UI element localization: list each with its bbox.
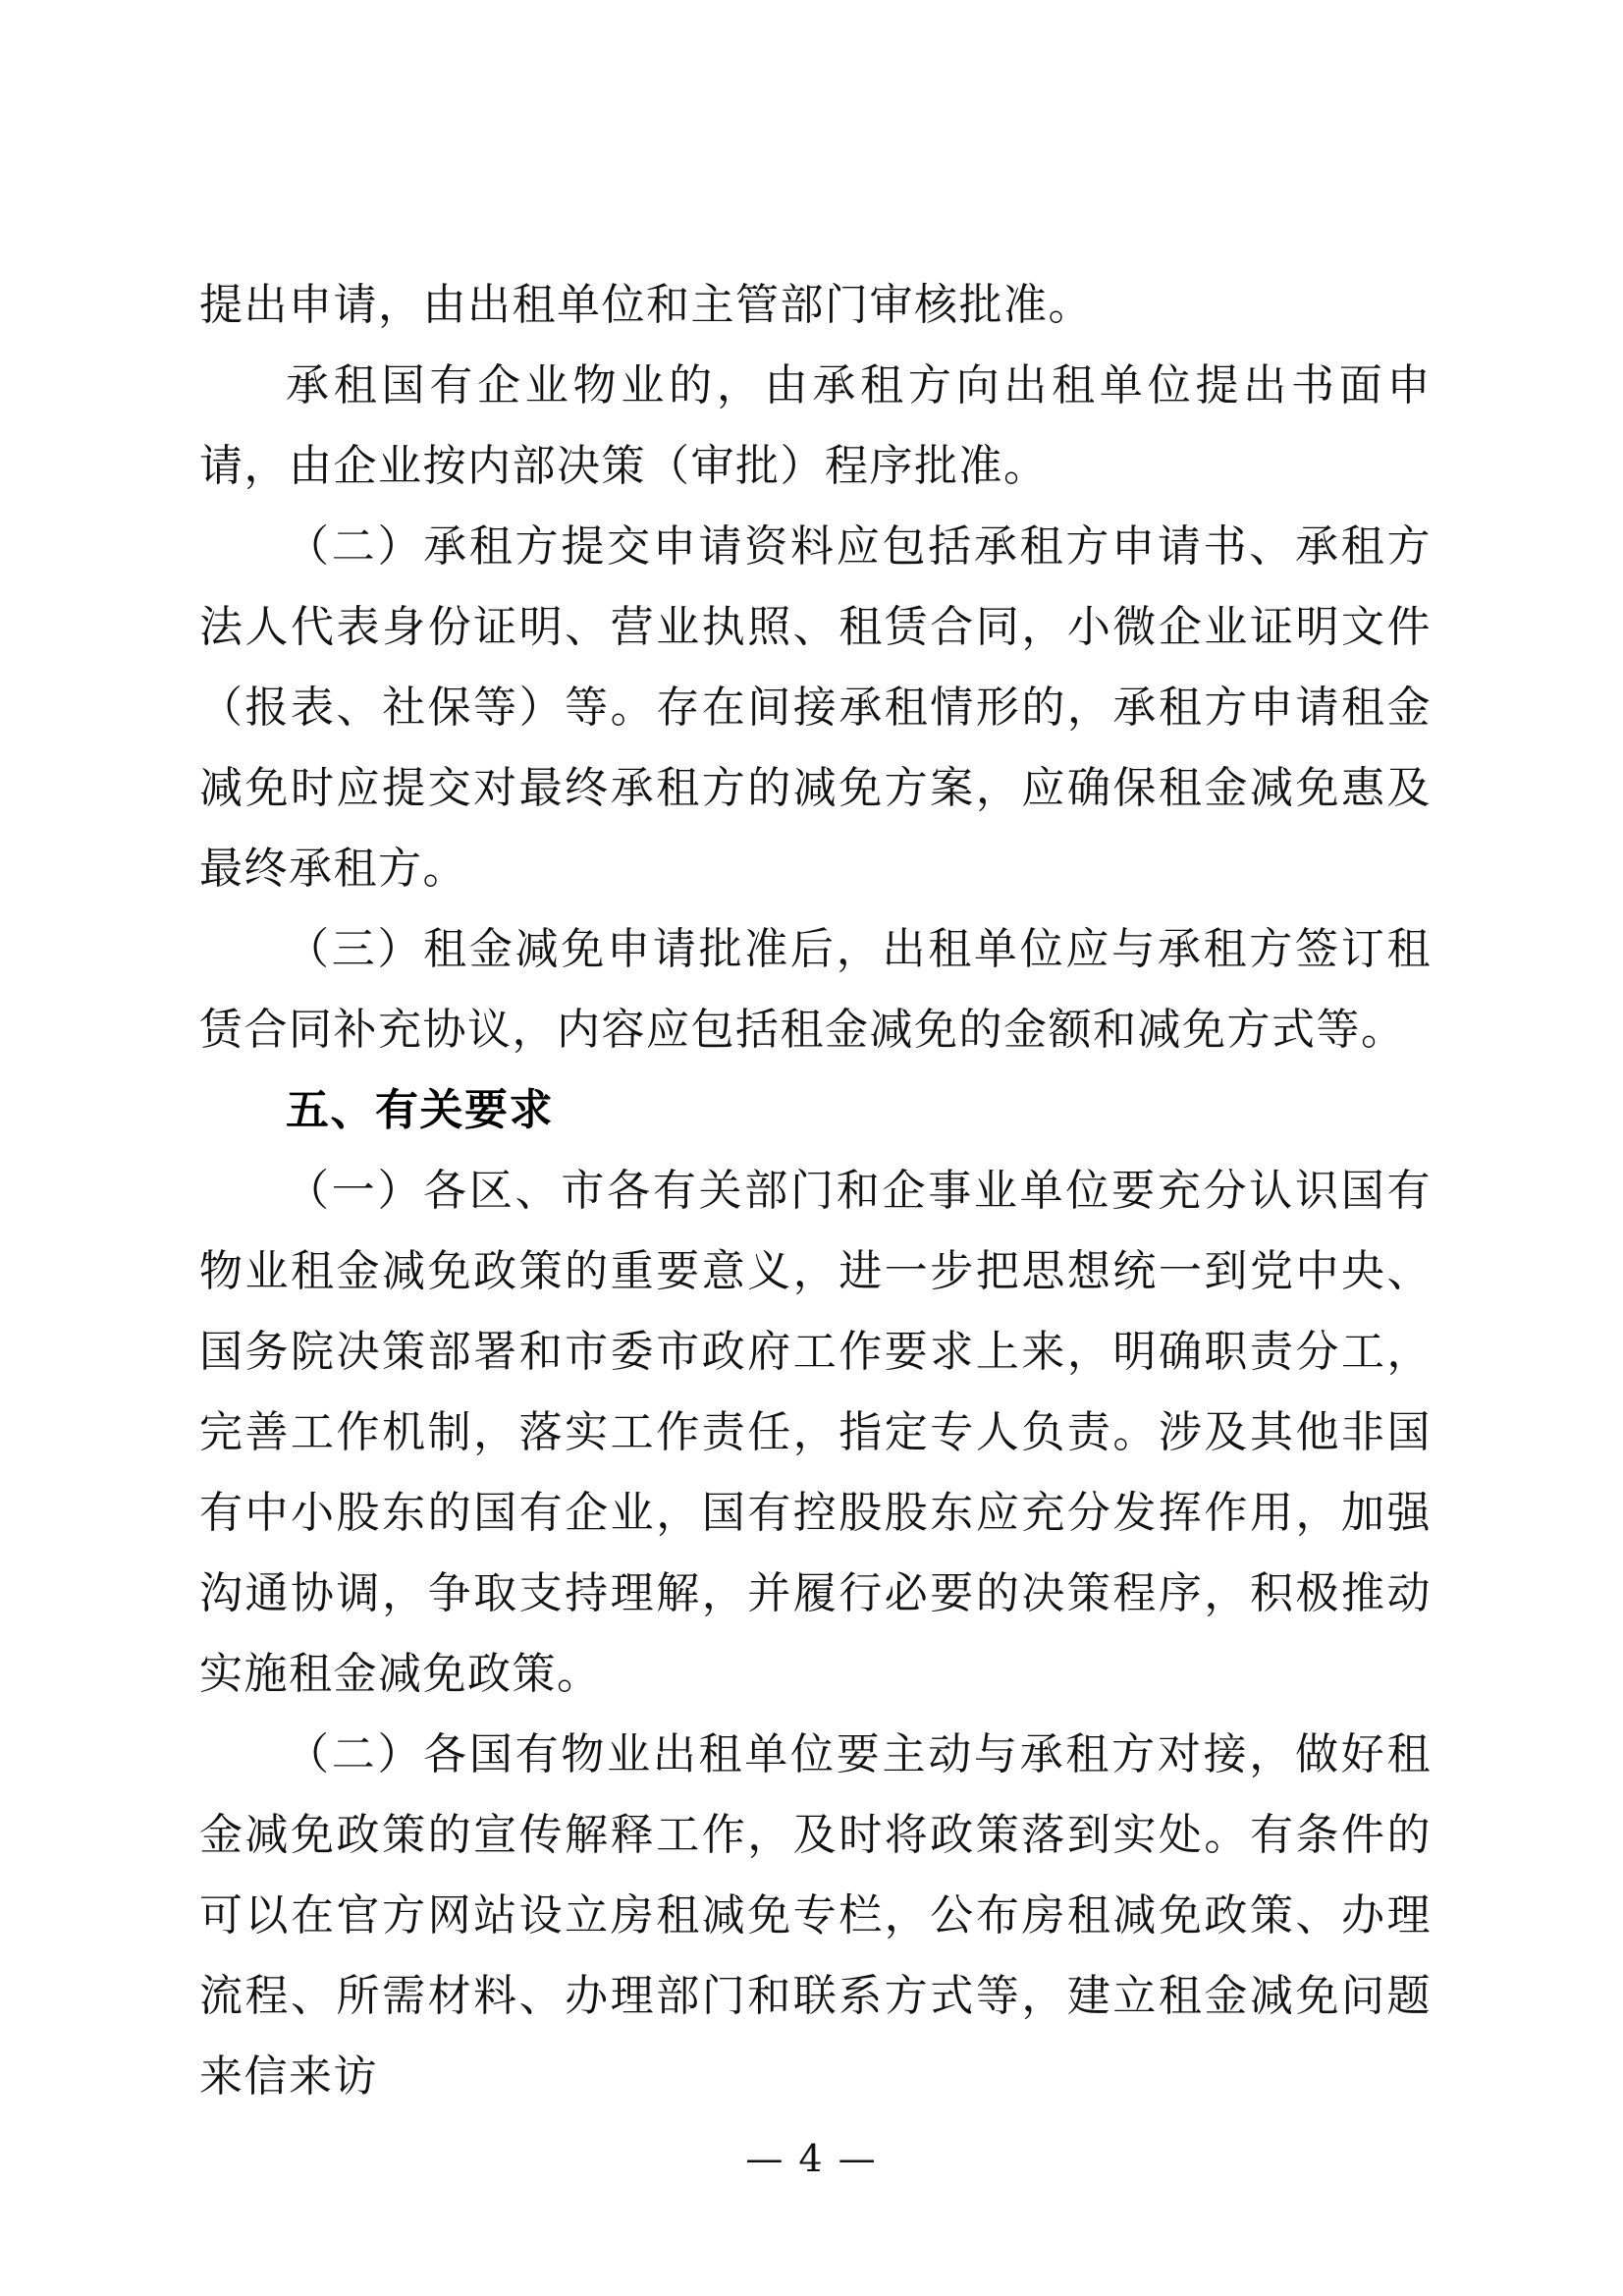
page-footer [0,2137,1623,2180]
paragraph-continuation: 提出申请，由出租单位和主管部门审核批准。 [199,280,1093,330]
document-body [199,265,1432,2117]
page-number: — 4 — [745,2137,878,2180]
paragraph-state-enterprise-property: 承租国有企业物业的，由承租方向出租单位提出书面申请，由企业按内部决策（审批）程序批准。 [199,360,1432,491]
section-heading-five-requirements: 五、有关要求 [286,1085,554,1135]
paragraph-item-two-publicity: （二）各国有物业出租单位要主动与承租方对接，做好租金减免政策的宣传解释工作，及时将政策落到实处。有条件的可以在官方网站设立房租减免专栏，公布房租减免政策、办理流程、所需材料、办理部门和联系方式等，建立租金减免问题来信来访 [199,1729,1432,2102]
paragraph-item-one-awareness: （一）各区、市各有关部门和企事业单位要充分认识国有物业租金减免政策的重要意义，进一步把思想统一到党中央、国务院决策部署和市委市政府工作要求上来，明确职责分工，完善工作机制，落实工作责任，指定专人负责。涉及其他非国有中小股东的国有企业，国有控股股东应充分发挥作用，加强沟通协调，争取支持理解，并履行必要的决策程序，积极推动实施租金减免政策。 [199,1166,1432,1699]
paragraph-item-three-supplementary-agreement: （三）租金减免申请批准后，出租单位应与承租方签订租赁合同补充协议，内容应包括租金减免的金额和减免方式等。 [199,924,1432,1055]
paragraph-item-two-application-materials: （二）承租方提交申请资料应包括承租方申请书、承租方法人代表身份证明、营业执照、租赁合同，小微企业证明文件（报表、社保等）等。存在间接承租情形的，承租方申请租金减免时应提交对最终承租方的减免方案，应确保租金减免惠及最终承租方。 [199,521,1432,894]
